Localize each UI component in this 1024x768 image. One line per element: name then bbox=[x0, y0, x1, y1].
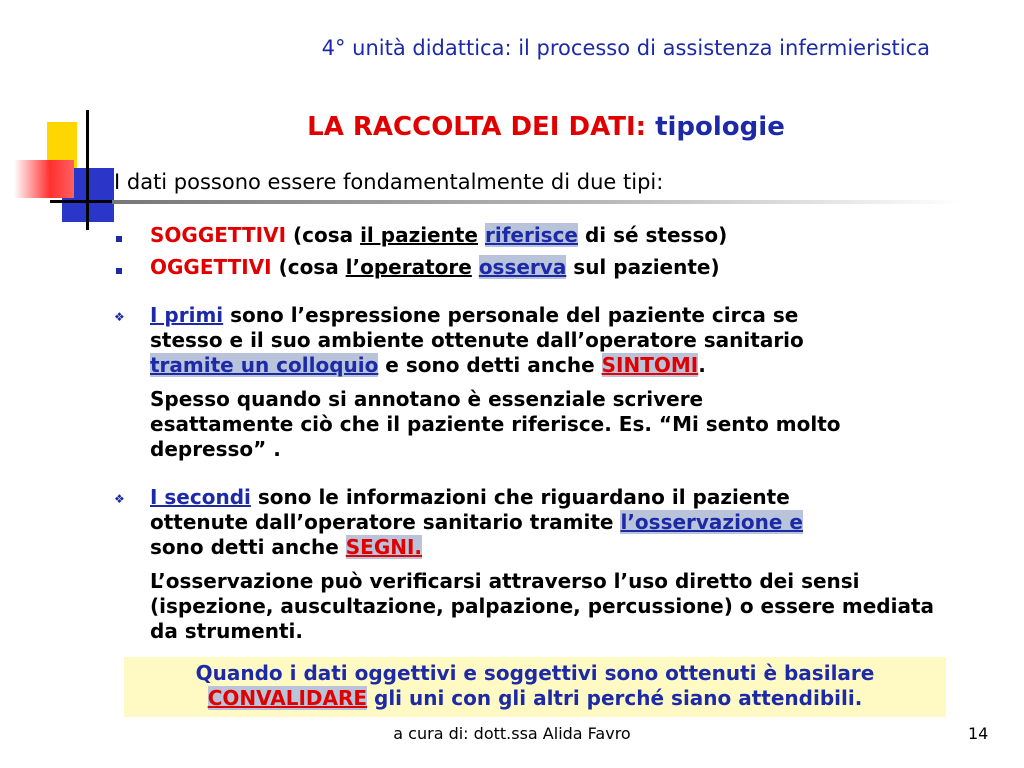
slide-title bbox=[0, 112, 1024, 142]
secondi-line1: sono le informazioni che riguardano il paziente bbox=[250, 485, 790, 509]
bullet-underlined: l’operatore bbox=[345, 255, 472, 279]
bullet-label: OGGETTIVI bbox=[150, 255, 272, 279]
sintomi-link[interactable]: SINTOMI bbox=[601, 353, 699, 377]
title-rule bbox=[112, 200, 962, 204]
colloquio-link[interactable]: tramite un colloquio bbox=[150, 353, 379, 377]
square-bullet-icon bbox=[116, 236, 122, 242]
slide-footer: a cura di: dott.ssa Alida Favro bbox=[393, 724, 631, 743]
secondi-link[interactable]: I secondi bbox=[150, 485, 251, 509]
segni-link[interactable]: SEGNI. bbox=[345, 535, 423, 559]
bullet-text: (cosa bbox=[286, 223, 361, 247]
bullet-space bbox=[472, 255, 479, 279]
intro-text: I dati possono essere fondamentalmente di due tipi: bbox=[114, 170, 664, 194]
secondi-paragraph bbox=[150, 485, 950, 644]
osservazione-link[interactable]: l’osservazione e bbox=[620, 510, 803, 534]
secondi-line2: ottenute dall’operatore sanitario tramite bbox=[150, 510, 621, 534]
bullet-rest: di sé stesso) bbox=[578, 223, 728, 247]
convalidare-link[interactable]: CONVALIDARE bbox=[207, 686, 368, 710]
primi-line2: stesso e il suo ambiente ottenute dall’operatore sanitario bbox=[150, 328, 804, 352]
primi-link[interactable]: I primi bbox=[150, 303, 224, 327]
primi-note: Spesso quando si annotano è essenziale scrivere esattamente ciò che il paziente riferisce. Es. “Mi sento molto depresso” . bbox=[150, 387, 841, 461]
primi-paragraph bbox=[150, 303, 950, 462]
bullet-space bbox=[478, 223, 485, 247]
secondi-note: L’osservazione può verificarsi attraverso l’uso diretto dei sensi (ispezione, auscultazione, palpazione, percussione) o essere mediata da strumenti. bbox=[150, 569, 935, 643]
diamond-bullet-icon: ❖ bbox=[114, 310, 125, 324]
primi-line3: e sono detti anche bbox=[378, 353, 602, 377]
diamond-bullet-icon: ❖ bbox=[114, 492, 125, 506]
decor-red-bar bbox=[14, 160, 74, 198]
slide-title-accent: tipologie bbox=[655, 112, 785, 142]
square-bullet-icon bbox=[116, 268, 122, 274]
slide-header: 4° unità didattica: il processo di assistenza infermieristica bbox=[321, 36, 930, 60]
bullet-text: (cosa bbox=[271, 255, 346, 279]
page-number: 14 bbox=[968, 724, 989, 743]
callout-line2: gli uni con gli altri perché siano attendibili. bbox=[367, 686, 863, 710]
decor-horizontal-line bbox=[50, 200, 114, 203]
bullet-highlight-link[interactable]: osserva bbox=[478, 255, 567, 279]
validation-callout bbox=[124, 657, 946, 717]
bullet-underlined: il paziente bbox=[360, 223, 478, 247]
primi-line1: sono l’espressione personale del paziente circa se bbox=[223, 303, 799, 327]
bullet-highlight-link[interactable]: riferisce bbox=[484, 223, 578, 247]
bullet-soggettivi bbox=[150, 223, 727, 247]
bullet-oggettivi bbox=[150, 255, 720, 279]
secondi-line3: sono detti anche bbox=[150, 535, 346, 559]
slide-title-main: LA RACCOLTA DEI DATI: bbox=[307, 112, 656, 142]
callout-line1: Quando i dati oggettivi e soggettivi sono ottenuti è basilare bbox=[195, 661, 875, 685]
bullet-rest: sul paziente) bbox=[566, 255, 720, 279]
primi-period: . bbox=[698, 353, 706, 377]
bullet-label: SOGGETTIVI bbox=[150, 223, 287, 247]
